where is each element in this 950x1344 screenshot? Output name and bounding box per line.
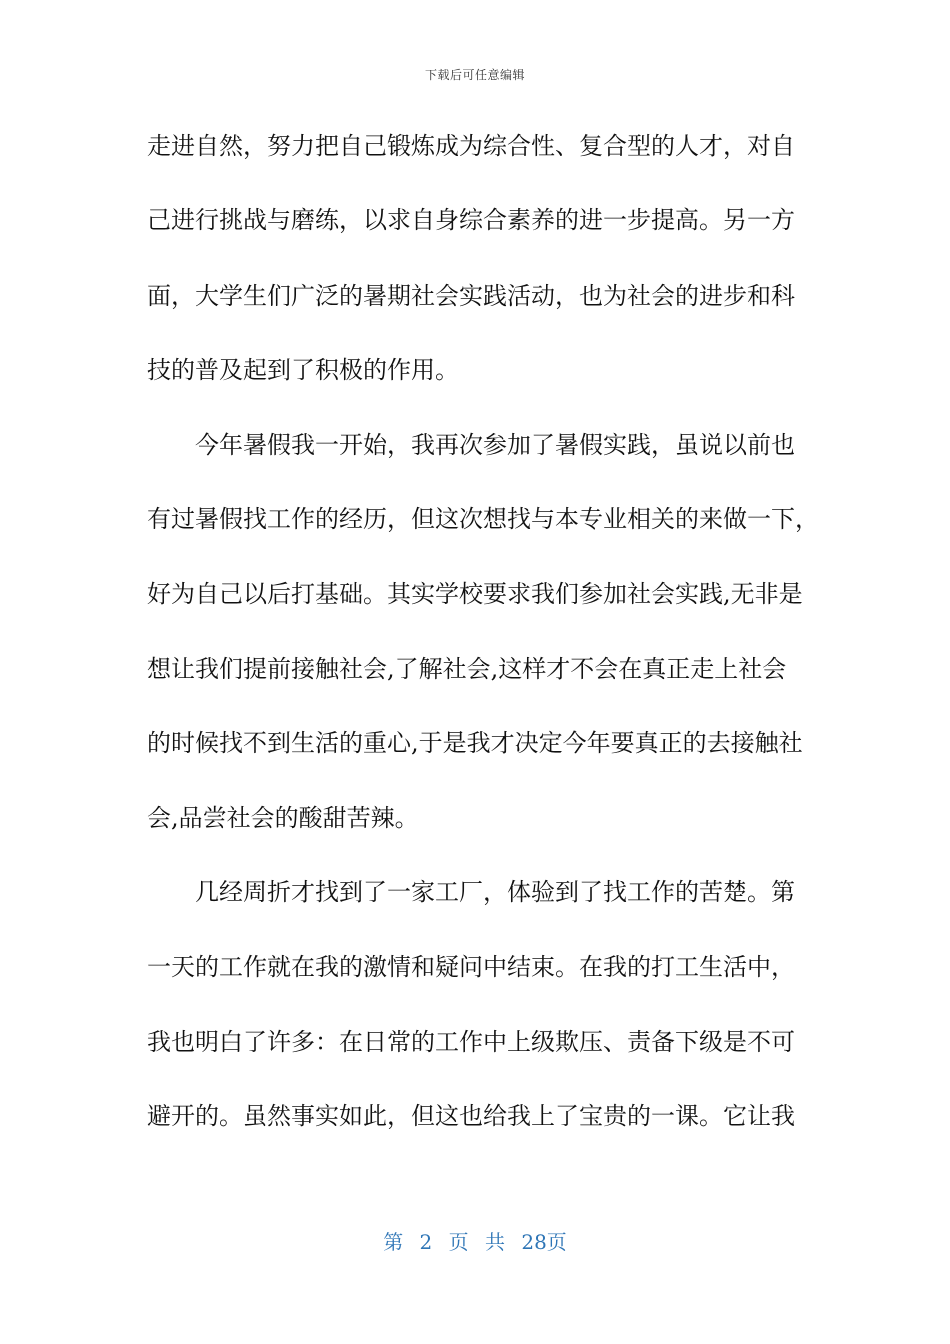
text-line: 会,品尝社会的酸甜苦辣。 <box>147 804 419 832</box>
text-line: 我也明白了许多：在日常的工作中上级欺压、责备下级是不可 <box>147 1028 795 1056</box>
page-number-footer: 第 2 页 共 28页 <box>383 1230 567 1254</box>
page-header: 下载后可任意编辑 <box>424 68 525 82</box>
text-line: 几经周折才找到了一家工厂，体验到了找工作的苦楚。第 <box>195 878 795 906</box>
text-line: 今年暑假我一开始，我再次参加了暑假实践，虽说以前也 <box>195 431 795 459</box>
text-line: 面，大学生们广泛的暑期社会实践活动，也为社会的进步和科 <box>147 282 795 310</box>
text-line: 一天的工作就在我的激情和疑问中结束。在我的打工生活中， <box>147 953 795 981</box>
text-line: 的时候找不到生活的重心,于是我才决定今年要真正的去接触社 <box>147 729 803 757</box>
text-line: 己进行挑战与磨练，以求自身综合素养的进一步提高。另一方 <box>147 206 795 234</box>
text-line: 想让我们提前接触社会,了解社会,这样才不会在真正走上社会 <box>147 655 787 683</box>
text-line: 有过暑假找工作的经历，但这次想找与本专业相关的来做一下， <box>147 505 819 533</box>
text-line: 技的普及起到了积极的作用。 <box>147 356 459 384</box>
text-line: 走进自然，努力把自己锻炼成为综合性、复合型的人才，对自 <box>147 132 795 160</box>
text-line: 避开的。虽然事实如此，但这也给我上了宝贵的一课。它让我 <box>147 1102 795 1130</box>
text-line: 好为自己以后打基础。其实学校要求我们参加社会实践,无非是 <box>147 580 803 608</box>
